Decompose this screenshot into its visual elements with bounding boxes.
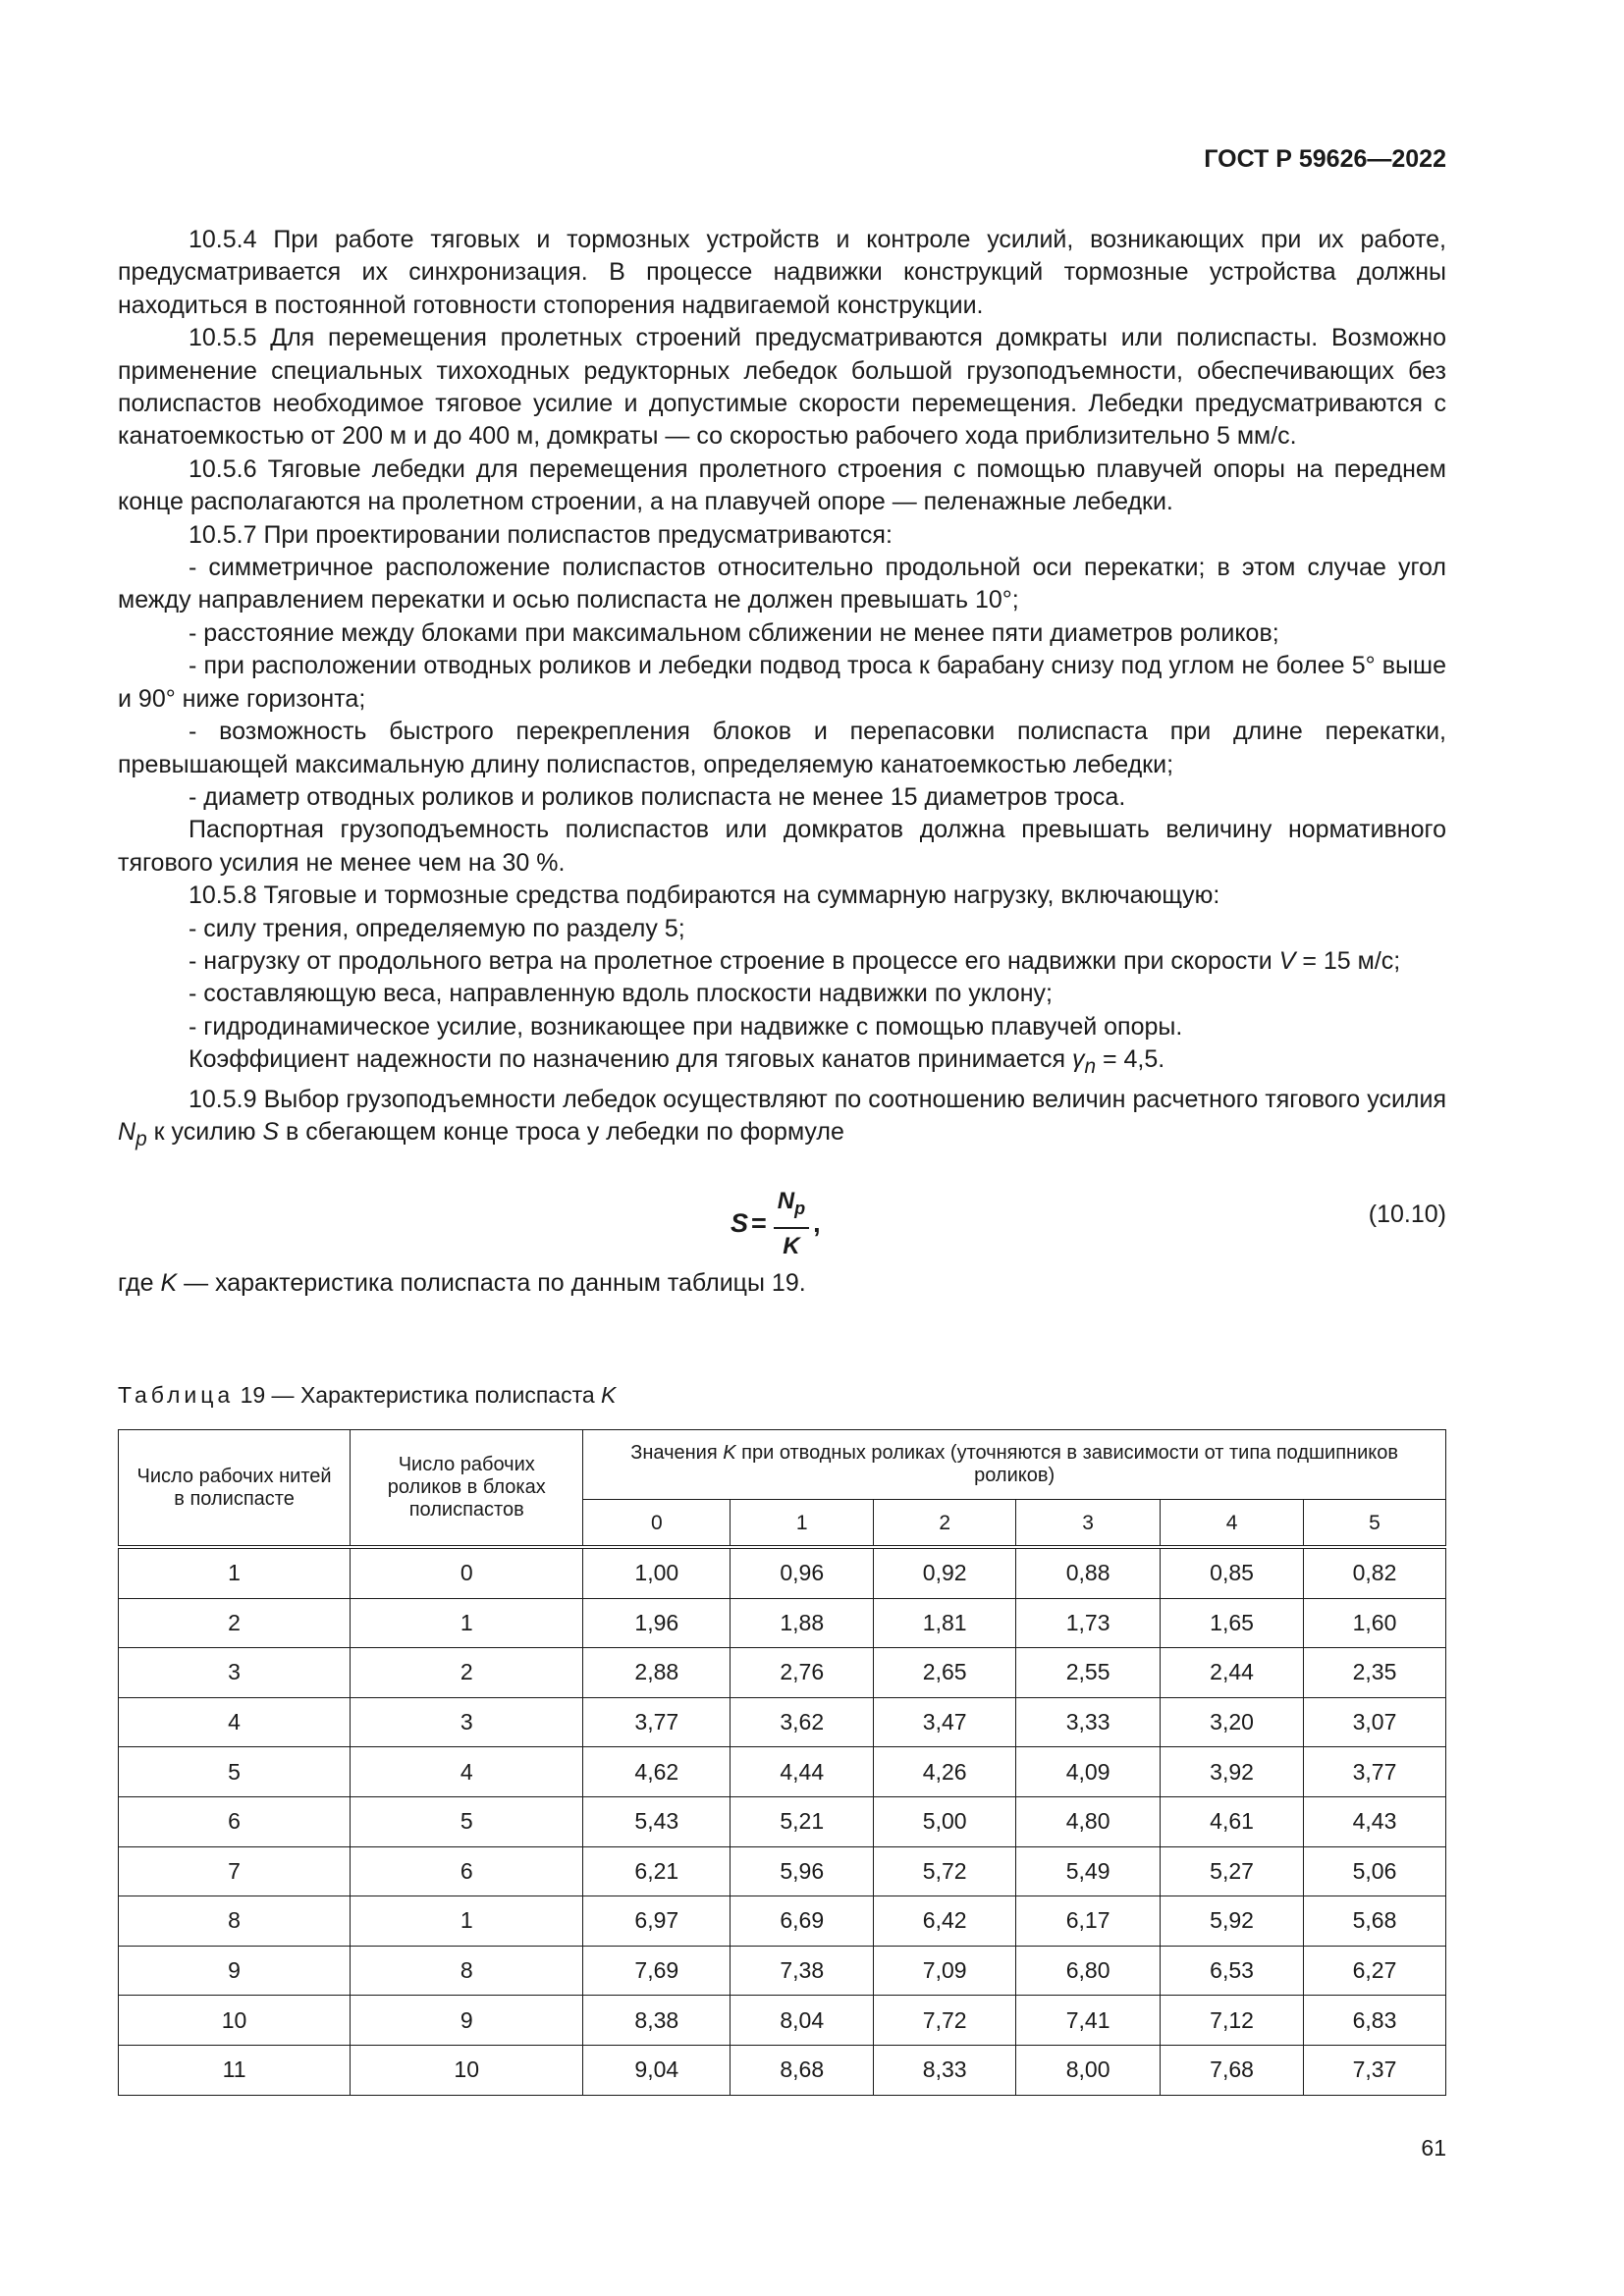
table-row: [119, 1996, 1446, 2046]
table-row: [119, 1796, 1446, 1846]
table-cell: 9,04: [583, 2045, 731, 2095]
table-cell: 2,44: [1161, 1648, 1304, 1698]
paragraph-10-5-4: 10.5.4 При работе тяговых и тормозных устройств и контроле усилий, возникающих при их работе, предусматривается их синхронизация. В процессе надвижки конструкций тормозные устройства должны находиться в постоянной готовности стопорения надвигаемой конструкции.: [118, 226, 1446, 319]
table-row: [119, 1846, 1446, 1896]
table-cell: 0,85: [1161, 1547, 1304, 1598]
table-cell: 6,53: [1161, 1946, 1304, 1996]
table-cell: 5,06: [1304, 1846, 1446, 1896]
table-cell: 6,27: [1304, 1946, 1446, 1996]
table-row: [119, 1598, 1446, 1648]
page-number: 61: [1421, 2135, 1446, 2161]
table-cell: 1,81: [874, 1598, 1016, 1648]
header-k: K: [723, 1442, 736, 1464]
text-run: Значения: [630, 1442, 724, 1464]
table-cell: 8,68: [731, 2045, 874, 2095]
table-cell: 4: [351, 1747, 583, 1797]
table-body: [119, 1547, 1446, 2095]
table-cell: 10: [119, 1996, 351, 2046]
table-cell: 0,82: [1304, 1547, 1446, 1598]
table-cell: 5,27: [1161, 1846, 1304, 1896]
paragraph-capacity: Паспортная грузоподъемность полиспастов или домкратов должна превышать величину нормативного тягового усилия не менее чем на 30 %.: [118, 816, 1446, 877]
formula-expression: [731, 1185, 821, 1262]
table-cell: 1,60: [1304, 1598, 1446, 1648]
subheader-cell: 1: [731, 1500, 874, 1548]
subheader-cell: 4: [1161, 1500, 1304, 1548]
table-cell: 1: [119, 1547, 351, 1598]
var-n: N: [118, 1117, 136, 1146]
table-cell: 1: [351, 1598, 583, 1648]
table-cell: 5: [351, 1796, 583, 1846]
table-cell: 2,65: [874, 1648, 1016, 1698]
body-text: [118, 224, 1446, 1301]
formula-num-sub: p: [794, 1199, 806, 1219]
table-cell: 2,55: [1016, 1648, 1161, 1698]
table-cell: 2,88: [583, 1648, 731, 1698]
table-cell: 3,77: [583, 1697, 731, 1747]
list-item: [118, 945, 1446, 978]
table-cell: 1,00: [583, 1547, 731, 1598]
var-gamma: γ: [1071, 1045, 1085, 1074]
paragraph-10-5-7: 10.5.7 При проектировании полиспастов предусматриваются:: [189, 520, 893, 549]
table-cell: 5,00: [874, 1796, 1016, 1846]
table-19: [118, 1429, 1446, 2096]
formula-eq: =: [751, 1207, 767, 1238]
list-item: - составляющую веса, направленную вдоль плоскости надвижки по уклону;: [189, 980, 1053, 1008]
var-gamma-sub: n: [1084, 1055, 1097, 1079]
table-cell: 11: [119, 2045, 351, 2095]
table-cell: 5,49: [1016, 1846, 1161, 1896]
table-cell: 7,41: [1016, 1996, 1161, 2046]
document-header: ГОСТ Р 59626—2022: [1204, 145, 1446, 173]
table-cell: 0,88: [1016, 1547, 1161, 1598]
table-cell: 7,68: [1161, 2045, 1304, 2095]
paragraph-10-5-5: 10.5.5 Для перемещения пролетных строений предусматриваются домкраты или полиспасты. Возможно применение специальных тихоходных редукторных лебедок большой грузоподъемности, обеспечивающих без полиспастов необходимое тяговое усилие и допустимые скорости перемещения. Лебедки предусматриваются с канатоемкостью от 200 м и до 400 м, домкраты — со скоростью рабочего хода приблизительно 5 мм/с.: [118, 324, 1446, 451]
list-item: - гидродинамическое усилие, возникающее при надвижке с помощью плавучей опоры.: [189, 1012, 1183, 1041]
formula-fraction: [774, 1185, 809, 1262]
table-cell: 0,92: [874, 1547, 1016, 1598]
table-cell: 0,96: [731, 1547, 874, 1598]
table-cell: 3,62: [731, 1697, 874, 1747]
table-cell: 7: [119, 1846, 351, 1896]
var-n-sub: p: [135, 1127, 147, 1150]
table-cell: 5,43: [583, 1796, 731, 1846]
header-k-values: [583, 1430, 1446, 1500]
table-cell: 6,21: [583, 1846, 731, 1896]
table-cell: 1,73: [1016, 1598, 1161, 1648]
text-run: в сбегающем конце троса у лебедки по формуле: [279, 1117, 844, 1146]
table-cell: 6,97: [583, 1896, 731, 1947]
subheader-cell: 5: [1304, 1500, 1446, 1548]
list-item: - при расположении отводных роликов и лебедки подвод троса к барабану снизу под углом не более 5° выше и 90° ниже горизонта;: [118, 652, 1446, 713]
table-row: [119, 1747, 1446, 1797]
text-run: при отводных роликах (уточняются в зависимости от типа подшипников роликов): [735, 1442, 1398, 1486]
table-cell: 7,38: [731, 1946, 874, 1996]
var-k: K: [160, 1269, 178, 1298]
table-cell: 6,17: [1016, 1896, 1161, 1947]
table-cell: 1,96: [583, 1598, 731, 1648]
formula-num-n: N: [777, 1188, 795, 1215]
subheader-cell: 3: [1016, 1500, 1161, 1548]
table-cell: 8,04: [731, 1996, 874, 2046]
table-cell: 3,47: [874, 1697, 1016, 1747]
var-v: V: [1278, 946, 1296, 975]
list-item: - расстояние между блоками при максимальном сближении не менее пяти диаметров роликов;: [189, 618, 1279, 647]
table-cell: 6,80: [1016, 1946, 1161, 1996]
table-cell: 7,12: [1161, 1996, 1304, 2046]
subheader-cell: 2: [874, 1500, 1016, 1548]
table-cell: 3,33: [1016, 1697, 1161, 1747]
text-run: — характеристика полиспаста по данным таблицы 19.: [177, 1269, 806, 1298]
text-run: = 4,5.: [1096, 1045, 1165, 1074]
subheader-cell: 0: [583, 1500, 731, 1548]
table-cell: 5,68: [1304, 1896, 1446, 1947]
paragraph-reliability: [118, 1043, 1446, 1083]
text-run: где: [118, 1269, 161, 1298]
table-cell: 2,35: [1304, 1648, 1446, 1698]
paragraph-10-5-9: [118, 1084, 1446, 1156]
formula-lhs: S: [731, 1207, 749, 1238]
table-cell: 9: [119, 1946, 351, 1996]
table-cell: 8,00: [1016, 2045, 1161, 2095]
table-cell: 6,83: [1304, 1996, 1446, 2046]
table-cell: 1: [351, 1896, 583, 1947]
table-caption: [118, 1382, 616, 1409]
table-cell: 2: [119, 1598, 351, 1648]
list-item: - возможность быстрого перекрепления блоков и перепасовки полиспаста при длине перекатки, превышающей максимальную длину полиспастов, определяемую канатоемкостью лебедки;: [118, 718, 1446, 778]
table-cell: 7,69: [583, 1946, 731, 1996]
table-cell: 7,72: [874, 1996, 1016, 2046]
formula-comma: ,: [813, 1207, 821, 1238]
caption-word: Таблица: [118, 1382, 235, 1408]
table-cell: 3: [351, 1697, 583, 1747]
var-s: S: [262, 1117, 280, 1146]
table-cell: 3,20: [1161, 1697, 1304, 1747]
table-row: [119, 2045, 1446, 2095]
table-cell: 1,88: [731, 1598, 874, 1648]
equation-number: (10.10): [1368, 1201, 1446, 1229]
table-cell: 6,69: [731, 1896, 874, 1947]
where-line: [118, 1267, 1446, 1300]
table-cell: 2: [351, 1648, 583, 1698]
table-cell: 9: [351, 1996, 583, 2046]
table-cell: 3,92: [1161, 1747, 1304, 1797]
table-cell: 4,80: [1016, 1796, 1161, 1846]
table-cell: 6,42: [874, 1896, 1016, 1947]
table-cell: 2,76: [731, 1648, 874, 1698]
text-run: - нагрузку от продольного ветра на пролетное строение в процессе его надвижки при скорости: [189, 946, 1279, 975]
table-cell: 4: [119, 1697, 351, 1747]
table-cell: 4,62: [583, 1747, 731, 1797]
table-cell: 0: [351, 1547, 583, 1598]
table-cell: 8: [351, 1946, 583, 1996]
formula-10-10: [118, 1163, 1446, 1261]
table-cell: 8: [119, 1896, 351, 1947]
table-cell: 4,43: [1304, 1796, 1446, 1846]
table-cell: 5: [119, 1747, 351, 1797]
table-row: [119, 1896, 1446, 1947]
caption-k: K: [601, 1382, 617, 1408]
table-cell: 6: [119, 1796, 351, 1846]
text-run: 10.5.9 Выбор грузоподъемности лебедок осуществляют по соотношению величин расчетного тягового усилия: [189, 1085, 1446, 1113]
table-cell: 4,09: [1016, 1747, 1161, 1797]
table-cell: 5,92: [1161, 1896, 1304, 1947]
header-threads: Число рабочих нитей в полиспасте: [119, 1430, 351, 1548]
paragraph-10-5-8: 10.5.8 Тяговые и тормозные средства подбираются на суммарную нагрузку, включающую:: [189, 881, 1220, 910]
table-row: [119, 1946, 1446, 1996]
header-rollers: Число рабочих роликов в блоках полиспастов: [351, 1430, 583, 1548]
table-cell: 7,09: [874, 1946, 1016, 1996]
table-row: [119, 1547, 1446, 1598]
table-cell: 3,77: [1304, 1747, 1446, 1797]
table-cell: 8,33: [874, 2045, 1016, 2095]
table-row: [119, 1697, 1446, 1747]
table-cell: 1,65: [1161, 1598, 1304, 1648]
table-cell: 5,21: [731, 1796, 874, 1846]
formula-denominator: K: [783, 1232, 800, 1259]
table-row: [119, 1648, 1446, 1698]
formula-numerator: [774, 1185, 809, 1226]
table-cell: 5,96: [731, 1846, 874, 1896]
text-run: = 15 м/с;: [1295, 946, 1401, 975]
text-run: к усилию: [146, 1117, 263, 1146]
table-cell: 5,72: [874, 1846, 1016, 1896]
table-cell: 4,61: [1161, 1796, 1304, 1846]
table-cell: 8,38: [583, 1996, 731, 2046]
text-run: Коэффициент надежности по назначению для тяговых канатов принимается: [189, 1045, 1072, 1074]
table-cell: 10: [351, 2045, 583, 2095]
table-cell: 3: [119, 1648, 351, 1698]
table-cell: 7,37: [1304, 2045, 1446, 2095]
table-cell: 6: [351, 1846, 583, 1896]
paragraph-10-5-6: 10.5.6 Тяговые лебедки для перемещения пролетного строения с помощью плавучей опоры на переднем конце располагаются на пролетном строении, а на плавучей опоре — пеленажные лебедки.: [118, 454, 1446, 516]
table-cell: 4,26: [874, 1747, 1016, 1797]
table-cell: 4,44: [731, 1747, 874, 1797]
caption-text: 19 — Характеристика полиспаста: [234, 1382, 602, 1408]
list-item: - диаметр отводных роликов и роликов полиспаста не менее 15 диаметров троса.: [189, 782, 1126, 811]
table-cell: 3,07: [1304, 1697, 1446, 1747]
list-item: - силу трения, определяемую по разделу 5;: [189, 914, 685, 942]
list-item: - симметричное расположение полиспастов относительно продольной оси перекатки; в этом случае угол между направлением перекатки и осью полиспаста не должен превышать 10°;: [118, 554, 1446, 614]
